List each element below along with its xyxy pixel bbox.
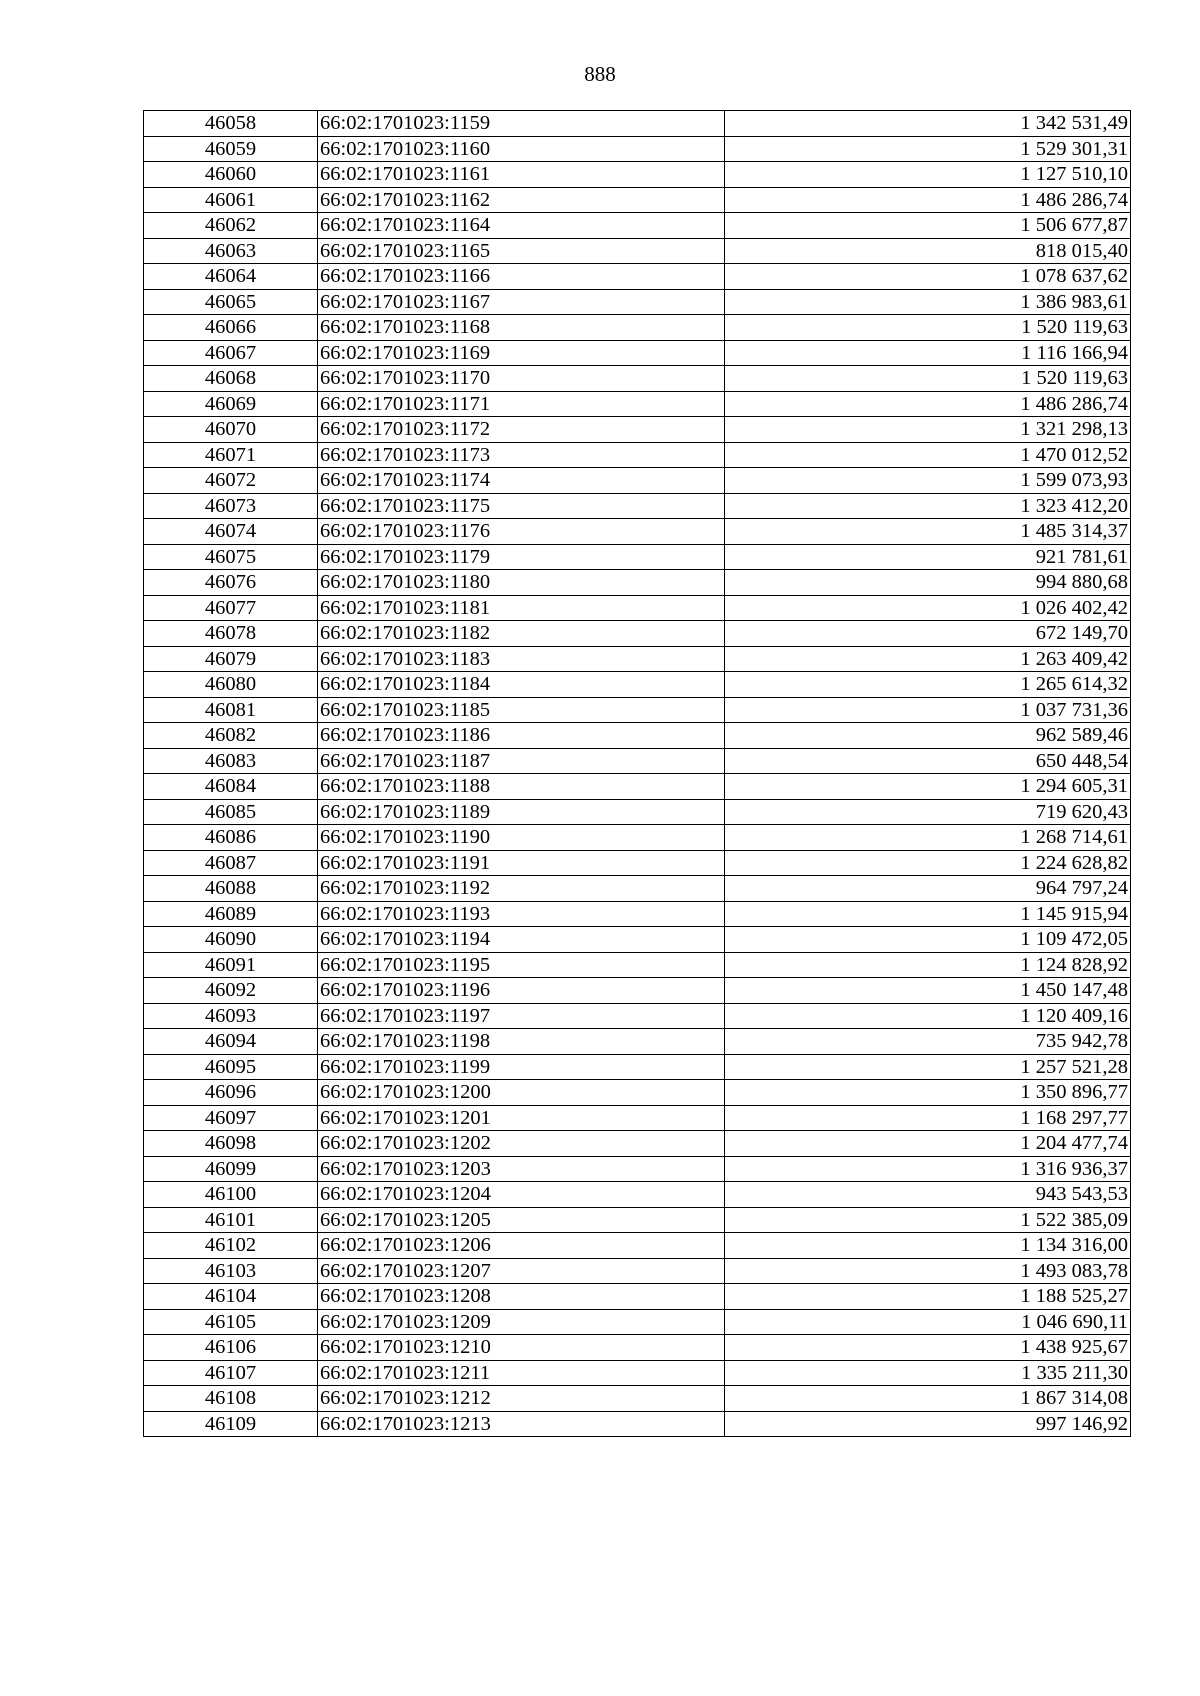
table-row — [144, 876, 1131, 902]
cadastral-value-cell: 1 520 119,63 — [725, 366, 1131, 392]
cadastral-number-cell: 66:02:1701023:1179 — [318, 544, 725, 570]
cadastral-number-cell: 66:02:1701023:1170 — [318, 366, 725, 392]
cadastral-value-cell: 997 146,92 — [725, 1411, 1131, 1437]
cadastral-number-cell: 66:02:1701023:1165 — [318, 238, 725, 264]
table-row — [144, 570, 1131, 596]
table-row — [144, 519, 1131, 545]
cadastral-number-cell: 66:02:1701023:1167 — [318, 289, 725, 315]
cadastral-number-cell: 66:02:1701023:1176 — [318, 519, 725, 545]
table-row — [144, 366, 1131, 392]
cadastral-number-cell: 66:02:1701023:1186 — [318, 723, 725, 749]
cadastral-number-cell: 66:02:1701023:1205 — [318, 1207, 725, 1233]
row-number-cell: 46107 — [144, 1360, 318, 1386]
cadastral-number-cell: 66:02:1701023:1195 — [318, 952, 725, 978]
row-number-cell: 46089 — [144, 901, 318, 927]
cadastral-value-cell: 1 529 301,31 — [725, 136, 1131, 162]
cadastral-value-cell: 1 224 628,82 — [725, 850, 1131, 876]
cadastral-number-cell: 66:02:1701023:1188 — [318, 774, 725, 800]
row-number-cell: 46097 — [144, 1105, 318, 1131]
cadastral-value-cell: 735 942,78 — [725, 1029, 1131, 1055]
cadastral-number-cell: 66:02:1701023:1209 — [318, 1309, 725, 1335]
row-number-cell: 46091 — [144, 952, 318, 978]
row-number-cell: 46086 — [144, 825, 318, 851]
table-row — [144, 1080, 1131, 1106]
table-row — [144, 264, 1131, 290]
table-row — [144, 417, 1131, 443]
cadastral-value-cell: 1 335 211,30 — [725, 1360, 1131, 1386]
row-number-cell: 46066 — [144, 315, 318, 341]
row-number-cell: 46065 — [144, 289, 318, 315]
cadastral-number-cell: 66:02:1701023:1208 — [318, 1284, 725, 1310]
cadastral-number-cell: 66:02:1701023:1174 — [318, 468, 725, 494]
cadastral-number-cell: 66:02:1701023:1210 — [318, 1335, 725, 1361]
row-number-cell: 46084 — [144, 774, 318, 800]
table-row — [144, 1386, 1131, 1412]
table-row — [144, 1182, 1131, 1208]
row-number-cell: 46099 — [144, 1156, 318, 1182]
row-number-cell: 46064 — [144, 264, 318, 290]
row-number-cell: 46077 — [144, 595, 318, 621]
row-number-cell: 46092 — [144, 978, 318, 1004]
cadastral-value-cell: 1 265 614,32 — [725, 672, 1131, 698]
row-number-cell: 46078 — [144, 621, 318, 647]
cadastral-number-cell: 66:02:1701023:1180 — [318, 570, 725, 596]
cadastral-number-cell: 66:02:1701023:1171 — [318, 391, 725, 417]
row-number-cell: 46079 — [144, 646, 318, 672]
table-row — [144, 1258, 1131, 1284]
cadastral-value-cell: 1 486 286,74 — [725, 391, 1131, 417]
cadastral-value-cell: 1 506 677,87 — [725, 213, 1131, 239]
cadastral-number-cell: 66:02:1701023:1202 — [318, 1131, 725, 1157]
cadastral-value-cell: 1 263 409,42 — [725, 646, 1131, 672]
cadastral-number-cell: 66:02:1701023:1189 — [318, 799, 725, 825]
cadastral-number-cell: 66:02:1701023:1166 — [318, 264, 725, 290]
cadastral-number-cell: 66:02:1701023:1197 — [318, 1003, 725, 1029]
table-body — [144, 111, 1131, 1437]
cadastral-value-cell: 1 470 012,52 — [725, 442, 1131, 468]
cadastral-value-cell: 1 520 119,63 — [725, 315, 1131, 341]
cadastral-number-cell: 66:02:1701023:1182 — [318, 621, 725, 647]
row-number-cell: 46103 — [144, 1258, 318, 1284]
cadastral-value-cell: 818 015,40 — [725, 238, 1131, 264]
cadastral-value-cell: 1 342 531,49 — [725, 111, 1131, 137]
table-row — [144, 544, 1131, 570]
table-row — [144, 672, 1131, 698]
row-number-cell: 46101 — [144, 1207, 318, 1233]
table-row — [144, 901, 1131, 927]
table-row — [144, 391, 1131, 417]
row-number-cell: 46068 — [144, 366, 318, 392]
row-number-cell: 46108 — [144, 1386, 318, 1412]
cadastral-number-cell: 66:02:1701023:1191 — [318, 850, 725, 876]
table-row — [144, 1156, 1131, 1182]
cadastral-number-cell: 66:02:1701023:1159 — [318, 111, 725, 137]
cadastral-value-cell: 1 450 147,48 — [725, 978, 1131, 1004]
table-row — [144, 748, 1131, 774]
cadastral-number-cell: 66:02:1701023:1164 — [318, 213, 725, 239]
table-row — [144, 774, 1131, 800]
row-number-cell: 46060 — [144, 162, 318, 188]
table-row — [144, 825, 1131, 851]
cadastral-value-cell: 1 257 521,28 — [725, 1054, 1131, 1080]
table-row — [144, 1003, 1131, 1029]
cadastral-value-cell: 1 127 510,10 — [725, 162, 1131, 188]
cadastral-number-cell: 66:02:1701023:1161 — [318, 162, 725, 188]
table-row — [144, 1360, 1131, 1386]
cadastral-value-cell: 672 149,70 — [725, 621, 1131, 647]
table-row — [144, 1054, 1131, 1080]
cadastral-value-cell: 1 386 983,61 — [725, 289, 1131, 315]
cadastral-value-cell: 1 124 828,92 — [725, 952, 1131, 978]
table-row — [144, 1335, 1131, 1361]
row-number-cell: 46071 — [144, 442, 318, 468]
table-row — [144, 1029, 1131, 1055]
table-row — [144, 1207, 1131, 1233]
cadastral-number-cell: 66:02:1701023:1194 — [318, 927, 725, 953]
cadastral-value-cell: 1 321 298,13 — [725, 417, 1131, 443]
row-number-cell: 46069 — [144, 391, 318, 417]
cadastral-value-cell: 1 350 896,77 — [725, 1080, 1131, 1106]
table-row — [144, 289, 1131, 315]
table-row — [144, 111, 1131, 137]
cadastral-value-cell: 1 522 385,09 — [725, 1207, 1131, 1233]
cadastral-number-cell: 66:02:1701023:1172 — [318, 417, 725, 443]
table-row — [144, 162, 1131, 188]
cadastral-value-cell: 1 168 297,77 — [725, 1105, 1131, 1131]
row-number-cell: 46072 — [144, 468, 318, 494]
table-row — [144, 442, 1131, 468]
table-row — [144, 315, 1131, 341]
table-row — [144, 952, 1131, 978]
cadastral-number-cell: 66:02:1701023:1200 — [318, 1080, 725, 1106]
row-number-cell: 46059 — [144, 136, 318, 162]
cadastral-number-cell: 66:02:1701023:1204 — [318, 1182, 725, 1208]
cadastral-number-cell: 66:02:1701023:1213 — [318, 1411, 725, 1437]
table-row — [144, 978, 1131, 1004]
cadastral-number-cell: 66:02:1701023:1160 — [318, 136, 725, 162]
row-number-cell: 46093 — [144, 1003, 318, 1029]
cadastral-number-cell: 66:02:1701023:1162 — [318, 187, 725, 213]
cadastral-number-cell: 66:02:1701023:1207 — [318, 1258, 725, 1284]
cadastral-number-cell: 66:02:1701023:1185 — [318, 697, 725, 723]
cadastral-value-cell: 1 188 525,27 — [725, 1284, 1131, 1310]
table-row — [144, 927, 1131, 953]
cadastral-number-cell: 66:02:1701023:1196 — [318, 978, 725, 1004]
cadastral-value-cell: 1 323 412,20 — [725, 493, 1131, 519]
cadastral-value-cell: 719 620,43 — [725, 799, 1131, 825]
cadastral-number-cell: 66:02:1701023:1198 — [318, 1029, 725, 1055]
cadastral-value-cell: 1 134 316,00 — [725, 1233, 1131, 1259]
cadastral-value-cell: 1 145 915,94 — [725, 901, 1131, 927]
row-number-cell: 46061 — [144, 187, 318, 213]
cadastral-value-cell: 921 781,61 — [725, 544, 1131, 570]
cadastral-value-cell: 1 294 605,31 — [725, 774, 1131, 800]
table-row — [144, 1309, 1131, 1335]
cadastral-value-cell: 1 204 477,74 — [725, 1131, 1131, 1157]
cadastral-value-cell: 962 589,46 — [725, 723, 1131, 749]
cadastral-number-cell: 66:02:1701023:1199 — [318, 1054, 725, 1080]
row-number-cell: 46058 — [144, 111, 318, 137]
row-number-cell: 46063 — [144, 238, 318, 264]
row-number-cell: 46083 — [144, 748, 318, 774]
cadastral-number-cell: 66:02:1701023:1184 — [318, 672, 725, 698]
cadastral-value-cell: 1 599 073,93 — [725, 468, 1131, 494]
table-row — [144, 1284, 1131, 1310]
row-number-cell: 46062 — [144, 213, 318, 239]
cadastral-value-cell: 1 493 083,78 — [725, 1258, 1131, 1284]
table-row — [144, 468, 1131, 494]
row-number-cell: 46081 — [144, 697, 318, 723]
cadastral-value-cell: 1 037 731,36 — [725, 697, 1131, 723]
row-number-cell: 46088 — [144, 876, 318, 902]
row-number-cell: 46109 — [144, 1411, 318, 1437]
cadastral-value-cell: 1 316 936,37 — [725, 1156, 1131, 1182]
cadastral-value-cell: 1 078 637,62 — [725, 264, 1131, 290]
row-number-cell: 46106 — [144, 1335, 318, 1361]
row-number-cell: 46082 — [144, 723, 318, 749]
cadastral-value-cell: 1 867 314,08 — [725, 1386, 1131, 1412]
page-number: 888 — [584, 62, 616, 86]
table-row — [144, 187, 1131, 213]
table-row — [144, 136, 1131, 162]
cadastral-number-cell: 66:02:1701023:1212 — [318, 1386, 725, 1412]
row-number-cell: 46075 — [144, 544, 318, 570]
row-number-cell: 46087 — [144, 850, 318, 876]
cadastral-number-cell: 66:02:1701023:1173 — [318, 442, 725, 468]
row-number-cell: 46074 — [144, 519, 318, 545]
row-number-cell: 46100 — [144, 1182, 318, 1208]
table-row — [144, 850, 1131, 876]
row-number-cell: 46085 — [144, 799, 318, 825]
cadastral-number-cell: 66:02:1701023:1169 — [318, 340, 725, 366]
cadastral-value-table — [143, 110, 1131, 1437]
cadastral-value-cell: 650 448,54 — [725, 748, 1131, 774]
cadastral-number-cell: 66:02:1701023:1183 — [318, 646, 725, 672]
table-row — [144, 595, 1131, 621]
row-number-cell: 46070 — [144, 417, 318, 443]
cadastral-value-cell: 1 046 690,11 — [725, 1309, 1131, 1335]
table-row — [144, 493, 1131, 519]
row-number-cell: 46073 — [144, 493, 318, 519]
table-row — [144, 213, 1131, 239]
cadastral-number-cell: 66:02:1701023:1187 — [318, 748, 725, 774]
cadastral-number-cell: 66:02:1701023:1203 — [318, 1156, 725, 1182]
table-row — [144, 621, 1131, 647]
row-number-cell: 46098 — [144, 1131, 318, 1157]
cadastral-number-cell: 66:02:1701023:1201 — [318, 1105, 725, 1131]
cadastral-value-cell: 1 026 402,42 — [725, 595, 1131, 621]
cadastral-number-cell: 66:02:1701023:1175 — [318, 493, 725, 519]
cadastral-number-cell: 66:02:1701023:1192 — [318, 876, 725, 902]
row-number-cell: 46076 — [144, 570, 318, 596]
row-number-cell: 46104 — [144, 1284, 318, 1310]
cadastral-value-cell: 943 543,53 — [725, 1182, 1131, 1208]
table-row — [144, 1105, 1131, 1131]
row-number-cell: 46067 — [144, 340, 318, 366]
table-row — [144, 697, 1131, 723]
cadastral-value-cell: 1 120 409,16 — [725, 1003, 1131, 1029]
row-number-cell: 46096 — [144, 1080, 318, 1106]
row-number-cell: 46095 — [144, 1054, 318, 1080]
cadastral-number-cell: 66:02:1701023:1193 — [318, 901, 725, 927]
cadastral-value-cell: 1 268 714,61 — [725, 825, 1131, 851]
table-row — [144, 1131, 1131, 1157]
cadastral-value-cell: 994 880,68 — [725, 570, 1131, 596]
table-row — [144, 1233, 1131, 1259]
row-number-cell: 46090 — [144, 927, 318, 953]
table-row — [144, 646, 1131, 672]
cadastral-number-cell: 66:02:1701023:1211 — [318, 1360, 725, 1386]
cadastral-number-cell: 66:02:1701023:1168 — [318, 315, 725, 341]
row-number-cell: 46080 — [144, 672, 318, 698]
cadastral-value-cell: 1 109 472,05 — [725, 927, 1131, 953]
row-number-cell: 46105 — [144, 1309, 318, 1335]
row-number-cell: 46102 — [144, 1233, 318, 1259]
table-row — [144, 723, 1131, 749]
table-row — [144, 238, 1131, 264]
table-row — [144, 1411, 1131, 1437]
cadastral-value-cell: 1 438 925,67 — [725, 1335, 1131, 1361]
cadastral-number-cell: 66:02:1701023:1181 — [318, 595, 725, 621]
cadastral-number-cell: 66:02:1701023:1190 — [318, 825, 725, 851]
row-number-cell: 46094 — [144, 1029, 318, 1055]
cadastral-value-cell: 1 485 314,37 — [725, 519, 1131, 545]
cadastral-value-cell: 1 486 286,74 — [725, 187, 1131, 213]
table-row — [144, 799, 1131, 825]
cadastral-value-cell: 964 797,24 — [725, 876, 1131, 902]
table-row — [144, 340, 1131, 366]
cadastral-value-cell: 1 116 166,94 — [725, 340, 1131, 366]
cadastral-number-cell: 66:02:1701023:1206 — [318, 1233, 725, 1259]
